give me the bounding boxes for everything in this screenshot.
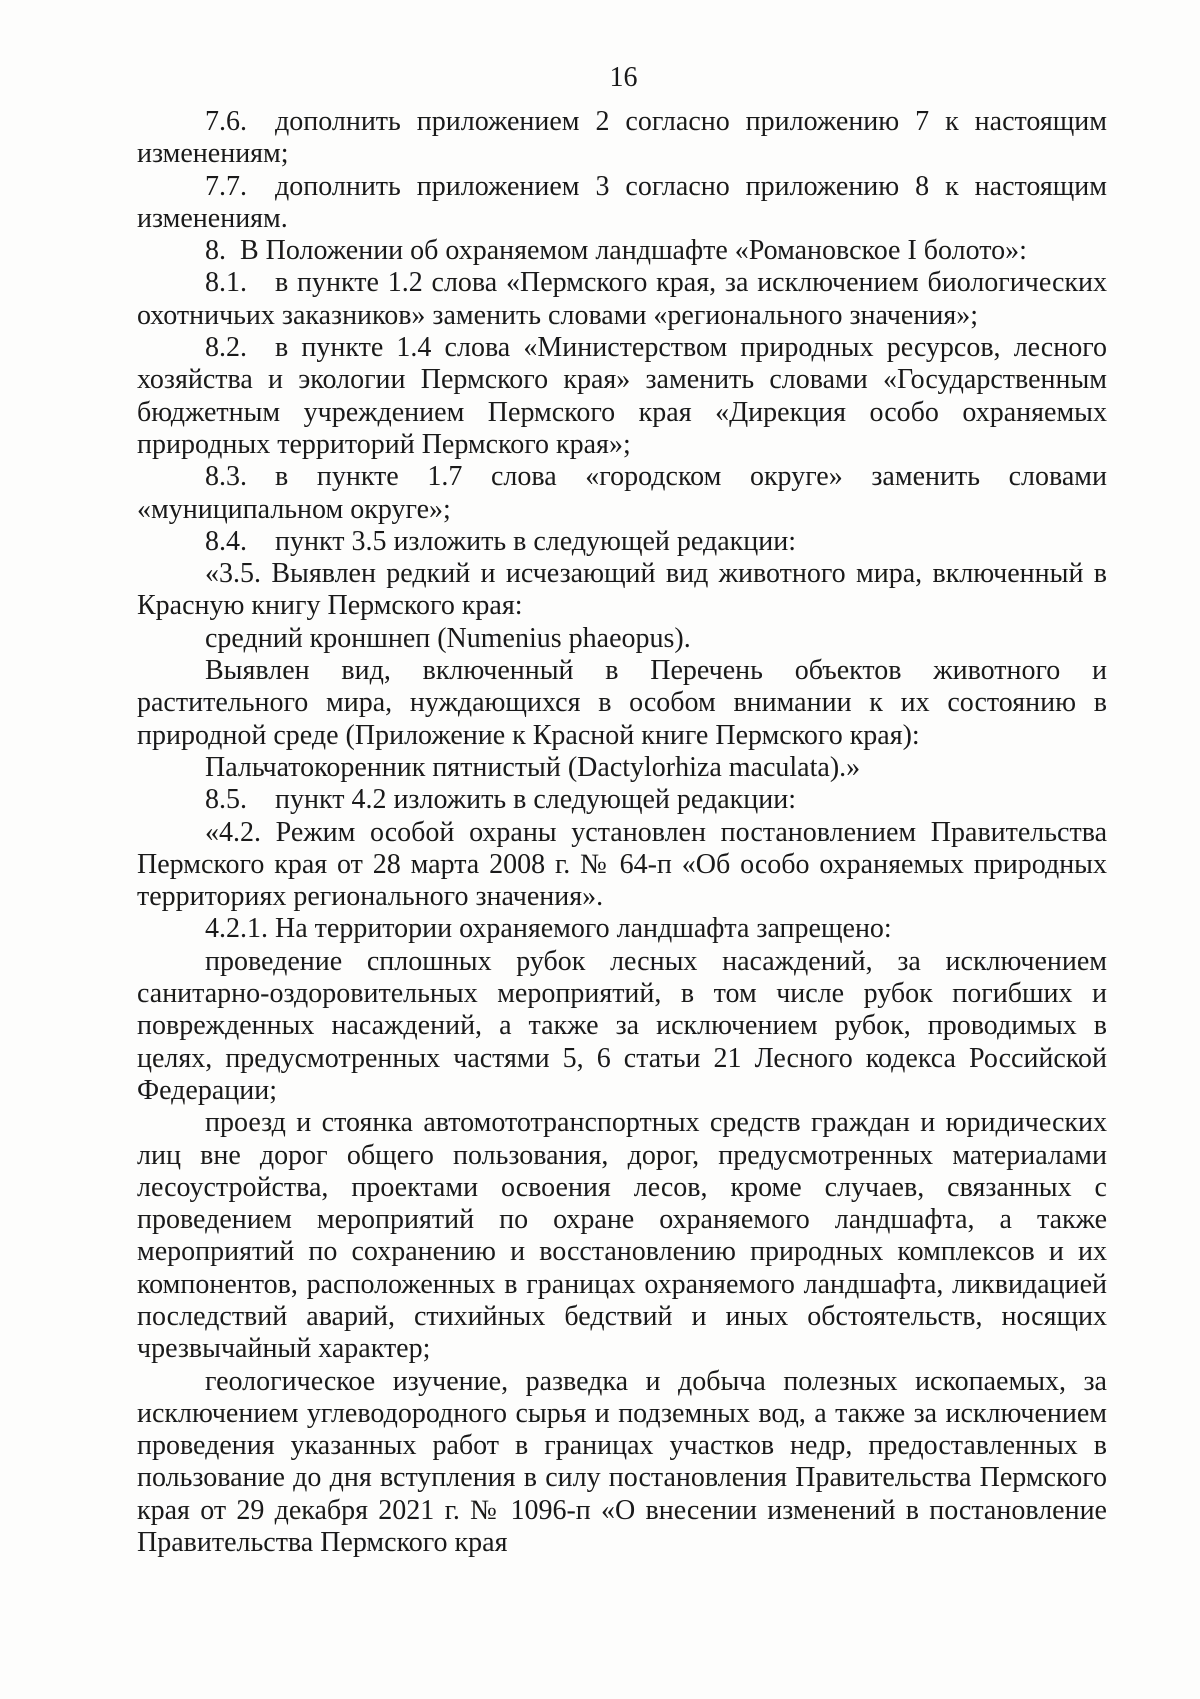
paragraph-8-5: 8.5. пункт 4.2 изложить в следующей редакции: xyxy=(205,784,796,816)
paragraph-species-curlew: средний кроншнеп (Numenius phaeopus). xyxy=(205,622,691,654)
paragraph-7-7: 7.7. дополнить приложением 3 согласно приложению 8 к настоящим изменениям. xyxy=(137,170,1107,234)
paragraph-prohibition-mining: геологическое изучение, разведка и добыча полезных ископаемых, за исключением углеводородного сырья и подземных вод, а также за исключением проведения указанных работ в границах участков недр, предоставленных в пользование до дня вступления в силу постановления Правительства Пермского края от 29 декабря 2021 г. № 1096-п «О внесении изменений в постановление Правительства Пермского края xyxy=(137,1365,1107,1559)
paragraph-8-3: 8.3. в пункте 1.7 слова «городском округе» заменить словами «муниципальном округе»; xyxy=(137,461,1107,525)
paragraph-8: 8. В Положении об охраняемом ландшафте «Романовское I болото»: xyxy=(205,235,1027,267)
paragraph-species-list-intro: Выявлен вид, включенный в Перечень объектов животного и растительного мира, нуждающихся в особом внимании к их состоянию в природной среде (Приложение к Красной книге Пермского края): xyxy=(137,655,1107,751)
paragraph-4-2: «4.2. Режим особой охраны установлен постановлением Правительства Пермского края от 28 марта 2008 г. № 64-п «Об особо охраняемых природных территориях регионального значения». xyxy=(137,816,1107,913)
page-number: 16 xyxy=(609,62,638,93)
paragraph-7-6: 7.6. дополнить приложением 2 согласно приложению 7 к настоящим изменениям; xyxy=(137,106,1107,170)
paragraph-prohibition-logging: проведение сплошных рубок лесных насаждений, за исключением санитарно-оздоровительных мероприятий, в том числе рубок погибших и поврежденных насаждений, а также за исключением рубок, проводимых в целях, предусмотренных частями 5, 6 статьи 21 Лесного кодекса Российской Федерации; xyxy=(137,945,1107,1106)
paragraph-8-2: 8.2. в пункте 1.4 слова «Министерством природных ресурсов, лесного хозяйства и экологии Пермского края» заменить словами «Государственным бюджетным учреждением Пермского края «Дирекция особо охраняемых природных территорий Пермского края»; xyxy=(137,332,1107,460)
paragraph-3-5: «3.5. Выявлен редкий и исчезающий вид животного мира, включенный в Красную книгу Пермского края: xyxy=(137,558,1107,622)
paragraph-4-2-1: 4.2.1. На территории охраняемого ландшафта запрещено: xyxy=(205,913,892,945)
document-body xyxy=(137,106,1107,1559)
paragraph-species-orchid: Пальчатокоренник пятнистый (Dactylorhiza maculata).» xyxy=(205,751,861,783)
paragraph-prohibition-vehicles: проезд и стоянка автомототранспортных средств граждан и юридических лиц вне дорог общего пользования, дорог, предусмотренных материалами лесоустройства, проектами освоения лесов, кроме случаев, связанных с проведением мероприятий по охране охраняемого ландшафта, а также мероприятий по сохранению и восстановлению природных комплексов и их компонентов, расположенных в границах охраняемого ландшафта, ликвидацией последствий аварий, стихийных бедствий и иных обстоятельств, носящих чрезвычайный характер; xyxy=(137,1107,1107,1365)
paragraph-8-1: 8.1. в пункте 1.2 слова «Пермского края, за исключением биологических охотничьих заказников» заменить словами «регионального значения»; xyxy=(137,267,1107,331)
paragraph-8-4: 8.4. пункт 3.5 изложить в следующей редакции: xyxy=(205,525,796,557)
